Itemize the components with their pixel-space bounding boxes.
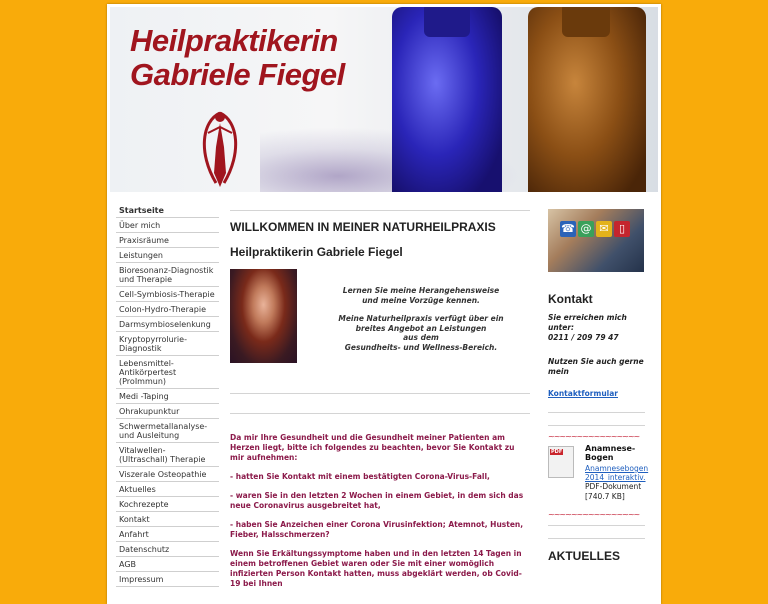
phone-number: 0211 / 209 79 47 bbox=[548, 333, 619, 342]
document-type: PDF-Dokument bbox=[585, 482, 642, 491]
nav-item-cell-symbiosis[interactable]: Cell-Symbiosis-Therapie bbox=[116, 287, 219, 302]
nav-item-anfahrt[interactable]: Anfahrt bbox=[116, 527, 219, 542]
contact-form-link[interactable]: Kontaktformular bbox=[548, 389, 618, 398]
intro-line: und meine Vorzüge kennen. bbox=[362, 295, 480, 305]
nav-item-datenschutz[interactable]: Datenschutz bbox=[116, 542, 219, 557]
site-title-line1: Heilpraktikerin bbox=[130, 23, 338, 58]
intro-line: Gesundheits- und Wellness-Bereich. bbox=[344, 342, 498, 352]
phone-icon: ☎ bbox=[561, 222, 575, 235]
document-meta bbox=[585, 482, 645, 502]
divider bbox=[548, 412, 645, 413]
document-size: [740.7 KB] bbox=[585, 492, 625, 501]
reach-label: Sie erreichen mich unter: bbox=[548, 313, 627, 332]
nav-item-viszerale[interactable]: Viszerale Osteopathie bbox=[116, 467, 219, 482]
nav-item-vitalwellen[interactable]: Vitalwellen- (Ultraschall) Therapie bbox=[116, 443, 219, 467]
at-icon: @ bbox=[578, 221, 594, 237]
intro-line: Meine Naturheilpraxis verfügt über ein bbox=[338, 314, 504, 323]
sidebar-nav bbox=[116, 203, 219, 587]
nav-item-lebensmittel[interactable]: Lebensmittel-Antikörpertest (ProImmun) bbox=[116, 356, 219, 389]
portrait-photo bbox=[230, 269, 297, 363]
nav-item-praxisraeume[interactable]: Praxisräume bbox=[116, 233, 219, 248]
blue-bottle-image bbox=[392, 7, 502, 192]
nav-item-aktuelles[interactable]: Aktuelles bbox=[116, 482, 219, 497]
notice-paragraph: - hatten Sie Kontakt mit einem bestätigten Corona-Virus-Fall, bbox=[230, 472, 490, 481]
nav-item-kochrezepte[interactable]: Kochrezepte bbox=[116, 497, 219, 512]
mobile-icon: ▯ bbox=[614, 221, 630, 237]
corona-notice bbox=[230, 433, 530, 598]
brown-bottle-image bbox=[528, 7, 646, 192]
nav-item-leistungen[interactable]: Leistungen bbox=[116, 248, 219, 263]
nav-item-darmsymbiose[interactable]: Darmsymbioselenkung bbox=[116, 317, 219, 332]
document-title: Anamnese-Bogen bbox=[585, 444, 636, 462]
nav-item-impressum[interactable]: Impressum bbox=[116, 572, 219, 587]
document-download bbox=[548, 444, 649, 504]
right-sidebar bbox=[548, 209, 649, 563]
nav-item-kryptopyrrolurie[interactable]: Kryptopyrrolurie-Diagnostik bbox=[116, 332, 219, 356]
logo-icon bbox=[194, 103, 246, 189]
document-link[interactable]: Anamnesebogen 2014_interaktiv. bbox=[585, 464, 649, 482]
intro-line: Lernen Sie meine Herangehensweise bbox=[342, 286, 500, 295]
news-title: AKTUELLES bbox=[548, 549, 620, 563]
mail-icon: ✉ bbox=[596, 221, 612, 237]
nav-item-ohrakupunktur[interactable]: Ohrakupunktur bbox=[116, 404, 219, 419]
notice-paragraph: - waren Sie in den letzten 2 Wochen in einem Gebiet, in dem sich das neue Coronavirus ausgebreitet hat, bbox=[230, 491, 524, 510]
page-container bbox=[107, 4, 661, 604]
nav-item-bioresonanz[interactable]: Bioresonanz-Diagnostik und Therapie bbox=[116, 263, 219, 287]
nav-item-ueber-mich[interactable]: Über mich bbox=[116, 218, 219, 233]
site-title-line2: Gabriele Fiegel bbox=[130, 57, 345, 92]
pdf-icon[interactable]: PDF bbox=[548, 446, 574, 478]
page-title: WILLKOMMEN IN MEINER NATURHEILPRAXIS bbox=[230, 220, 496, 234]
divider bbox=[548, 525, 645, 526]
nav-item-medi-taping[interactable]: Medi -Taping bbox=[116, 389, 219, 404]
nav-item-kontakt[interactable]: Kontakt bbox=[116, 512, 219, 527]
nav-item-agb[interactable]: AGB bbox=[116, 557, 219, 572]
tilde-divider: ~~~~~~~~~~~~~~~~ bbox=[548, 432, 640, 441]
divider bbox=[230, 210, 530, 211]
contact-title: Kontakt bbox=[548, 292, 593, 306]
nav-item-startseite[interactable]: Startseite bbox=[116, 203, 219, 218]
intro-line: aus dem bbox=[403, 333, 439, 342]
nav-item-schwermetall[interactable]: Schwermetallanalyse- und Ausleitung bbox=[116, 419, 219, 443]
divider bbox=[548, 425, 645, 426]
nav-item-colon-hydro[interactable]: Colon-Hydro-Therapie bbox=[116, 302, 219, 317]
header-banner bbox=[110, 7, 658, 192]
divider bbox=[230, 393, 530, 394]
reach-note: Nutzen Sie auch gerne mein bbox=[548, 357, 644, 376]
divider bbox=[230, 413, 530, 414]
intro-text bbox=[326, 286, 516, 352]
main-content bbox=[230, 210, 530, 588]
contact-info bbox=[548, 313, 645, 377]
page-subtitle: Heilpraktikerin Gabriele Fiegel bbox=[230, 245, 403, 259]
intro-line: breites Angebot an Leistungen bbox=[355, 323, 487, 333]
notice-paragraph: - haben Sie Anzeichen einer Corona Virusinfektion; Atemnot, Husten, Fieber, Halsschmerzen? bbox=[230, 520, 524, 539]
notice-paragraph: Wenn Sie Erkältungssymptome haben und in den letzten 14 Tagen in einem betroffenen Gebiet waren oder Sie mit einer womöglich infizierten Person Kontakt hatten, muss abgeklärt werden, ob Covid-19 bei Ihnen bbox=[230, 549, 522, 588]
tilde-divider: ~~~~~~~~~~~~~~~~ bbox=[548, 510, 640, 519]
contact-image bbox=[548, 209, 644, 272]
divider bbox=[548, 538, 645, 539]
notice-paragraph: Da mir Ihre Gesundheit und die Gesundheit meiner Patienten am Herzen liegt, bitte ich folgendes zu beachten, bevor Sie Kontakt zu mir aufnehmen: bbox=[230, 433, 515, 462]
